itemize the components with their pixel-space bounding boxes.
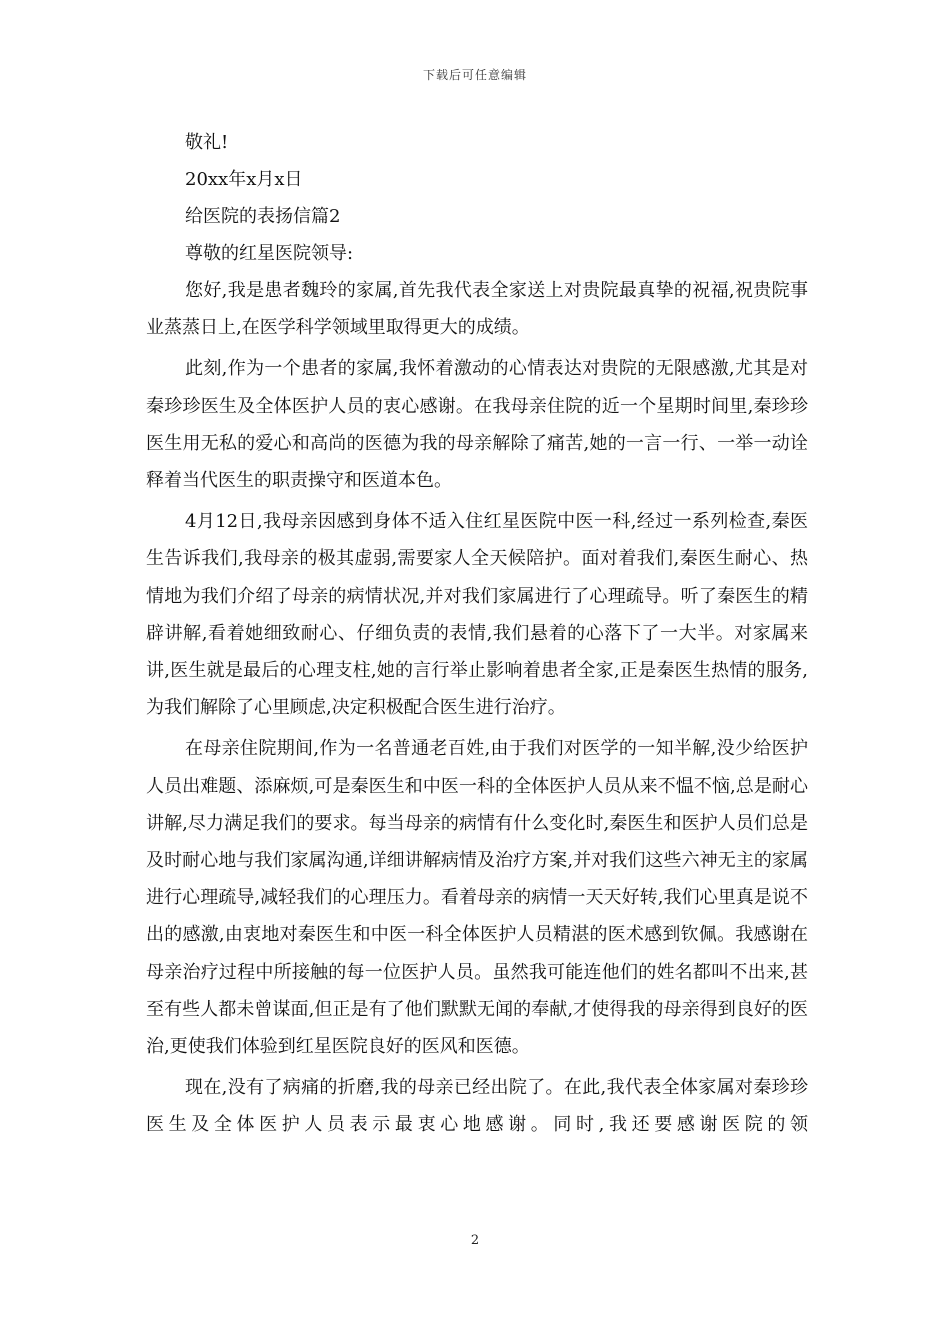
letter-body bbox=[146, 124, 808, 1148]
paragraph bbox=[146, 1069, 808, 1143]
paragraph-text: 此刻,作为一个患者的家属,我怀着激动的心情表达对贵院的无限感激,尤其是对秦珍珍医生及全体医护人员的衷心感谢。在我母亲住院的近一个星期时间里,秦珍珍医生用无私的爱心和高尚的医德为我的母亲解除了痛苦,她的一言一行、一举一动诠释着当代医生的职责操守和医道本色。 bbox=[146, 358, 808, 492]
paragraph-text: 现在,没有了病痛的折磨,我的母亲已经出院了。在此,我代表全体家属对秦珍珍医生及全体医护人员表示最衷心地感谢。同时,我还要感谢医院的领 bbox=[146, 1077, 808, 1136]
letter-salutation: 尊敬的红星医院领导: bbox=[185, 243, 354, 264]
paragraph bbox=[146, 503, 808, 726]
paragraph bbox=[146, 272, 808, 346]
letter-date: 20xx年x月x日 bbox=[185, 169, 303, 190]
page-number: 2 bbox=[470, 1233, 480, 1248]
letter-title: 给医院的表扬信篇2 bbox=[185, 206, 341, 227]
paragraph-text: 4月12日,我母亲因感到身体不适入住红星医院中医一科,经过一系列检查,秦医生告诉我们,我母亲的极其虚弱,需要家人全天候陪护。面对着我们,秦医生耐心、热情地为我们介绍了母亲的病情状况,并对我们家属进行了心理疏导。听了秦医生的精辟讲解,看着她细致耐心、仔细负责的表情,我们悬着的心落下了一大半。对家属来讲,医生就是最后的心理支柱,她的言行举止影响着患者全家,正是秦医生热情的服务,为我们解除了心里顾虑,决定积极配合医生进行治疗。 bbox=[146, 511, 808, 719]
paragraph bbox=[146, 730, 808, 1065]
paragraph bbox=[146, 350, 808, 499]
paragraph-text: 您好,我是患者魏玲的家属,首先我代表全家送上对贵院最真挚的祝福,祝贵院事业蒸蒸日上,在医学科学领域里取得更大的成绩。 bbox=[146, 280, 808, 339]
paragraph-text: 在母亲住院期间,作为一名普通老百姓,由于我们对医学的一知半解,没少给医护人员出难题、添麻烦,可是秦医生和中医一科的全体医护人员从来不愠不恼,总是耐心讲解,尽力满足我们的要求。每当母亲的病情有什么变化时,秦医生和医护人员们总是及时耐心地与我们家属沟通,详细讲解病情及治疗方案,并对我们这些六神无主的家属进行心理疏导,减轻我们的心理压力。看着母亲的病情一天天好转,我们心里真是说不出的感激,由衷地对秦医生和中医一科全体医护人员精湛的医术感到钦佩。我感谢在母亲治疗过程中所接触的每一位医护人员。虽然我可能连他们的姓名都叫不出来,甚至有些人都未曾谋面,但正是有了他们默默无闻的奉献,才使得我的母亲得到良好的医治,更使我们体验到红星医院良好的医风和医德。 bbox=[146, 738, 808, 1058]
page-header-note: 下载后可任意编辑 bbox=[422, 68, 527, 82]
letter-closing: 敬礼! bbox=[185, 132, 229, 153]
